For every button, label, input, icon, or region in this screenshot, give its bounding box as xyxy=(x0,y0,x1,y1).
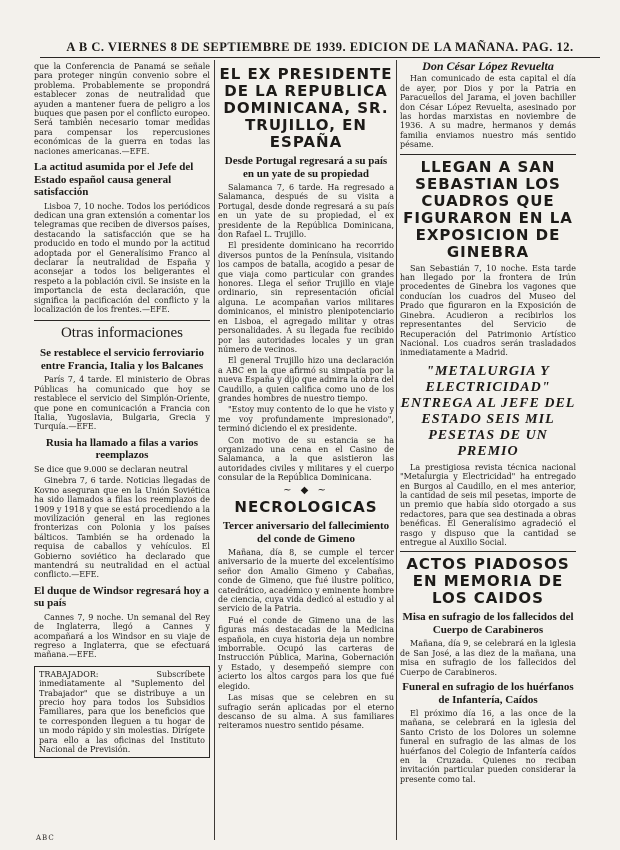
ornament-divider: ~ ◆ ~ xyxy=(283,484,329,496)
headline-llegan-cuadros: LLEGAN A SAN SEBASTIAN LOS CUADROS QUE FIGURARON EN LA EXPOSICION DE GINEBRA xyxy=(403,157,573,261)
article-rusia-text: Ginebra 7, 6 tarde. Noticias llegadas de Kovno aseguran que en la Unión Soviética ha sido llamados a filas los reemplazos de 1909 y 1918 y que se está procediendo a la movilización general en las regiones fronterizas con Polonia y los países bálticos. También se ha ordenado la requisa de caballos y vehículos. El Gobierno soviético ha declarado que mantendrá su neutralidad en el actual conflicto.—EFE. xyxy=(34,476,210,580)
column-rule-1 xyxy=(214,60,215,840)
headline-expresidente: EL EX PRESIDENTE DE LA REPUBLICA DOMINICANA, SR. TRUJILLO, EN ESPAÑA xyxy=(219,65,393,151)
subheadline-desde-portugal: Desde Portugal regresará a su país en un yate de su propiedad xyxy=(224,155,388,180)
article-actitud-text: Lisboa 7, 10 noche. Todos los periódicos dedican una gran extensión a comentar los telegramas que reciben de diversos países, destacando la satisfacción que se ha producido en todo el mundo por la actitud adoptada por el Generalísimo Franco al declarar la neutralidad de España y aconsejar a todos los beligerantes el respeto a la población civil. Se insiste en la importancia de esta declaración, que significa la pacificación del conflicto y la localización de los frentes.—EFE. xyxy=(34,201,210,315)
article-lopez-text: Han comunicado de esta capital el día de ayer, por Dios y por la Patria en Paracuellos del Jarama, el joven bachiller don César López Revuelta, asesinado por las hordas marxistas en noviembre de 1936. A su madre, hermanos y demás familia enviamos nuestro más sentido pésame. xyxy=(400,74,576,150)
article-trujillo-p1: Salamanca 7, 6 tarde. Ha regresado a Salamanca, después de su visita a Portugal, desde donde regresará a su país en un yate de su propiedad, el ex presidente de la República Dominicana, don Rafael L. Trujillo. xyxy=(218,183,394,240)
notice-box-text: TRABAJADOR: Subscríbete inmediatamente al "Suplemento del Trabajador" que se distribuye a un precio hoy para todos los Subsidios Familiares, para que los beneficios que te corresponden lleguen a tu hogar de un modo rápido y sin molestias. Dirígete para ello a las oficinas del Instituto Nacional de Previsión. xyxy=(39,669,205,755)
article-trujillo-p2: El presidente dominicano ha recorrido diversos puntos de la Península, visitando los campos de batalla, acogido a pesar de que viaja como particular con grandes honores. Llega el señor Trujillo en viaje ordinario, sin representación oficial alguna. Le acompañan varios militares dominicanos, el ministro plenipotenciario en Lisboa, el agregado militar y otras personalidades. A su llegada fue recibido por las autoridades locales y un gran número de vecinos. xyxy=(218,241,394,354)
article-intro-text: que la Conferencia de Panamá se señale para proteger ningún convenio sobre el problema. Probablemente se propondrá establecer zonas de neutralidad que ayuden a mantener fuera de peligro a los buques que pasen por el conflicto europeo. Será también necesario tomar medidas para compensar los repercusiones económicas de la guerra en todas las naciones americanas.—EFE. xyxy=(34,62,210,156)
subheadline-tercer-aniversario: Tercer aniversario del fallecimiento del conde de Gimeno xyxy=(222,520,390,545)
notice-box-trabajador xyxy=(34,666,210,759)
article-gimeno-p1: Mañana, día 8, se cumple el tercer aniversario de la muerte del excelentísimo señor don Amalio Gimeno y Cabañas, conde de Gimeno, que fué ilustre político, catedrático, académico y eminente hombre de ciencia, cuya vida dedicó al estudio y al servicio de la Patria. xyxy=(218,548,394,614)
headline-servicio: Se restablece el servicio ferroviario entre Francia, Italia y los Balcanes xyxy=(40,347,204,372)
headline-windsor: El duque de Windsor regresará hoy a su país xyxy=(34,584,210,610)
article-llegan-text: San Sebastián 7, 10 noche. Esta tarde han llegado por la frontera de Irún procedentes de Ginebra los vagones que conducían los cuadros del Museo del Prado que figuraron en la Exposición de Ginebra. Acudieron a recibirlos los representantes del Servicio de Recuperación del Patrimonio Artístico Nacional. Los cuadros serán trasladados inmediatamente a Madrid. xyxy=(400,263,576,358)
column-left xyxy=(34,62,210,842)
headline-actos-piadosos: ACTOS PIADOSOS EN MEMORIA DE LOS CAIDOS xyxy=(406,555,570,608)
article-trujillo-p3: El general Trujillo hizo una declaración a ABC en la que afirmó su simpatía por la nueva España y dijo que admira la obra del Caudillo, a quien califica como uno de los grandes hombres de nuestro tiempo. xyxy=(218,356,394,403)
headline-metalurgia: "METALURGIA Y ELECTRICIDAD" ENTREGA AL JEFE DEL ESTADO SEIS MIL PESETAS DE UN PREMIO xyxy=(400,363,576,459)
divider xyxy=(400,551,576,552)
article-gimeno-p2: Fué el conde de Gimeno una de las figuras más destacadas de la Medicina española, en cuya historia deja un nombre imborrable. Ocupó las carteras de Instrucción Pública, Marina, Gobernación y Estado, y desempeñó siempre con acierto los altos cargos para los que fué elegido. xyxy=(218,615,394,691)
article-metalurgia-text: La prestigiosa revista técnica nacional "Metalurgia y Electricidad" ha entregado en Burgos al Caudillo, en el mes anterior, la cantidad de seis mil pesetas, importe de un premio que había sido otorgado a sus redactores, para que sea destinada a obras benéficas. El Generalísimo agradeció el rasgo y dispuso que la cantidad se entregue al Auxilio Social. xyxy=(400,462,576,547)
article-trujillo-p4: "Estoy muy contento de lo que he visto y me voy profundamente impresionado", terminó diciendo el ex presidente. xyxy=(218,405,394,434)
article-gimeno-p3: Las misas que se celebren en su sufragio serán aplicadas por el eterno descanso de su alma. A sus familiares reiteramos nuestro sentido pésame. xyxy=(218,693,394,731)
page-masthead: A B C. VIERNES 8 DE SEPTIEMBRE DE 1939. EDICION DE LA MAÑANA. PAG. 12. xyxy=(40,40,600,58)
divider xyxy=(400,154,576,155)
article-trujillo-p5: Con motivo de su estancia se ha organizado una cena en el Casino de Salamanca, a la que asistieron las autoridades civiles y militares y el cuerpo consular de la República Dominicana. xyxy=(218,435,394,483)
page-footer: ABC xyxy=(36,834,55,842)
subheadline-misa-carabineros: Misa en sufragio de los fallecidos del Cuerpo de Carabineros xyxy=(402,611,574,636)
article-misa-text: Mañana, día 9, se celebrará en la iglesia de San José, a las diez de la mañana, una misa en sufragio de los fallecidos del Cuerpo de Carabineros. xyxy=(400,639,576,677)
headline-lopez-revuelta: Don César López Revuelta xyxy=(422,62,554,73)
section-heading-otras: Otras informaciones xyxy=(34,320,210,342)
article-funeral-text: El próximo día 16, a las once de la mañana, se celebrará en la iglesia del Santo Cristo de los Dolores un solemne funeral en sufragio de las almas de los huérfanos del Colegio de Infantería caídos en la Cruzada. Quienes no reciban invitación particular pueden considerar la presente como tal. xyxy=(400,709,576,784)
headline-actitud: La actitud asumida por el Jefe del Estado español causa general satisfacción xyxy=(34,161,194,199)
article-windsor-text: Cannes 7, 9 noche. Un semanal del Rey de Inglaterra, llegó a Cannes y acompañará a los Windsor en su viaje de regreso a Inglaterra, que se efectuará mañana.—EFE. xyxy=(34,612,210,660)
column-middle xyxy=(218,62,394,842)
column-rule-2 xyxy=(396,60,397,840)
column-right xyxy=(400,62,576,842)
article-rusia-lead: Se dice que 9.000 se declaran neutral xyxy=(34,464,188,474)
subheadline-funeral-huerfanos: Funeral en sufragio de los huérfanos de Infantería, Caídos xyxy=(402,681,574,706)
headline-necrologicas: NECROLOGICAS xyxy=(234,498,378,516)
article-servicio-text: París 7, 4 tarde. El ministerio de Obras Públicas ha comunicado que hoy se restablece el servicio del Simplón-Oriente, que pone en comunicación a Francia con Italia, Yugoslavia, Bulgaria, Grecia y Turquía.—EFE. xyxy=(34,375,210,432)
headline-rusia: Rusia ha llamado a filas a varios reemplazos xyxy=(45,436,199,462)
